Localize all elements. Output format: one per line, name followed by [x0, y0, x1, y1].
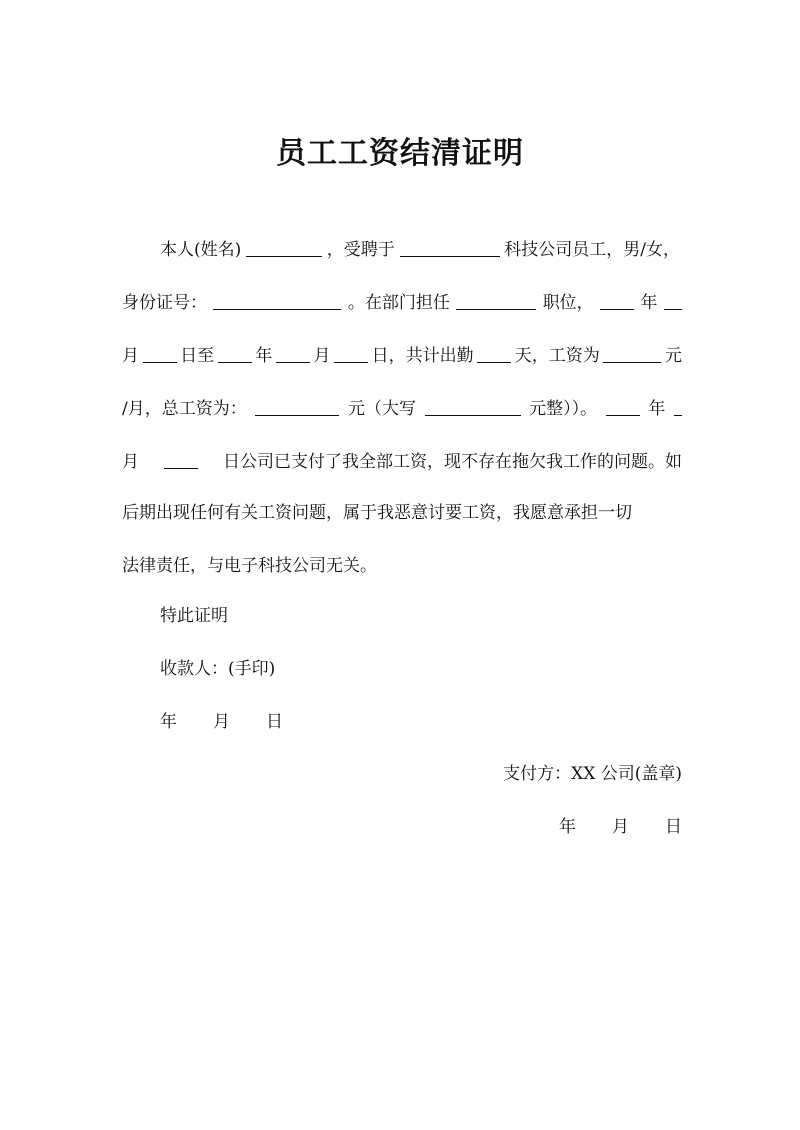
text-name-label: 本人(姓名) [160, 240, 242, 260]
paid-year-blank[interactable] [606, 397, 640, 416]
paid-month-blank[interactable] [164, 450, 198, 469]
text-yuan-whole: 元整））。 [529, 399, 598, 419]
payer-date [559, 815, 682, 839]
text-employee-gender: 科技公司员工，男/女， [504, 240, 680, 260]
company-blank[interactable] [400, 238, 500, 257]
text-year-3: 年 [648, 399, 666, 419]
payee-signature-label: 收款人：(手印) [160, 659, 276, 679]
end-year-blank[interactable] [218, 344, 252, 363]
total-salary-blank[interactable] [255, 397, 339, 416]
payer-date-day: 日 [665, 817, 682, 837]
end-month-blank[interactable] [276, 344, 310, 363]
body-line-1 [160, 236, 680, 262]
start-year-trailing-blank[interactable] [664, 291, 682, 310]
payer-date-year: 年 [559, 817, 576, 837]
text-position: 职位， [542, 293, 594, 313]
payee-date-month: 月 [213, 712, 230, 732]
payee-date-day: 日 [266, 712, 283, 732]
payee-date [160, 710, 680, 734]
text-total-salary: /月，总工资为： [122, 399, 247, 419]
body-line-5 [122, 448, 682, 474]
text-month-3: 月 [122, 452, 139, 472]
payee-date-year: 年 [160, 712, 177, 732]
payer-date-month: 月 [612, 817, 629, 837]
text-month: 月 [122, 346, 139, 366]
attendance-days-blank[interactable] [477, 344, 511, 363]
text-yuan: 元 [664, 346, 682, 366]
start-year-blank[interactable] [600, 291, 634, 310]
text-department-role: 。在部门担任 [347, 293, 450, 313]
payer-stamp-label: 支付方：XX 公司(盖章) [503, 764, 682, 784]
text-day-to: 日至 [180, 346, 215, 366]
position-blank[interactable] [456, 291, 536, 310]
body-line-4 [122, 395, 682, 421]
text-salary: 天，工资为 [514, 346, 600, 366]
name-blank[interactable] [246, 238, 322, 257]
text-employed-at: ，受聘于 [326, 240, 395, 260]
body-line-7: 法律责任，与电子科技公司无关。 [122, 556, 377, 576]
monthly-salary-blank[interactable] [603, 344, 661, 363]
certify-text: 特此证明 [160, 606, 228, 626]
text-month-2: 月 [313, 346, 331, 366]
text-yuan-capital: 元（大写 [347, 399, 416, 419]
end-day-blank[interactable] [334, 344, 368, 363]
text-id-label: 身份证号： [122, 293, 207, 313]
text-year: 年 [640, 293, 658, 313]
start-month-blank[interactable] [143, 344, 177, 363]
text-attendance: 日，共计出勤 [371, 346, 474, 366]
text-year-2: 年 [255, 346, 273, 366]
id-number-blank[interactable] [213, 291, 341, 310]
body-line-6: 后期出现任何有关工资问题，属于我恶意讨要工资，我愿意承担一切 [122, 503, 632, 523]
paid-year-trailing-blank[interactable] [674, 397, 682, 416]
body-line-3 [122, 342, 682, 368]
body-line-2 [122, 289, 682, 315]
text-paid-statement: 日公司已支付了我全部工资，现不存在拖欠我工作的问题。如 [223, 452, 682, 472]
capital-amount-blank[interactable] [425, 397, 521, 416]
document-title: 员工工资结清证明 [276, 136, 524, 171]
